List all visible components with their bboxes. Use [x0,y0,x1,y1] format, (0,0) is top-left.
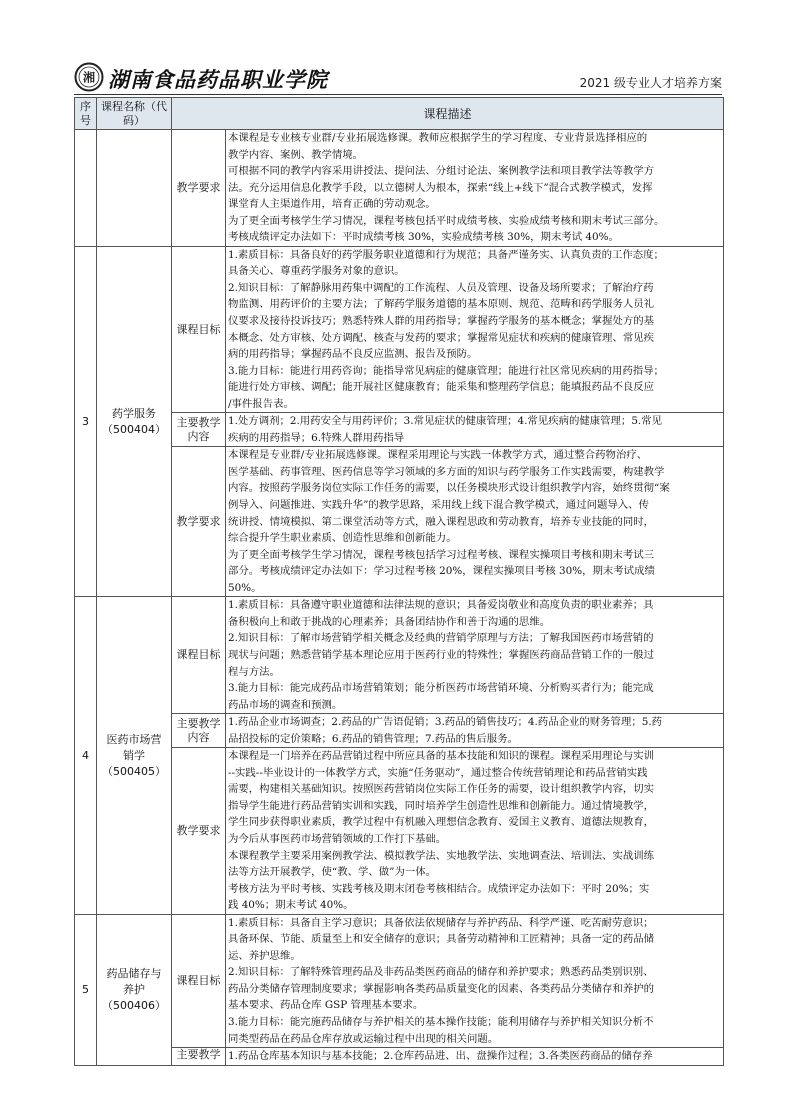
row-index [75,130,97,247]
table-row [75,914,724,1047]
table-row [75,130,724,247]
section-label: 教学要求 [172,130,226,247]
table-row [75,714,724,748]
section-content: 1.药品仓库基本知识与基本技能；2.仓库药品进、出、盘操作过程；3.各类医药商品的储存养 [226,1048,724,1066]
row-index: 3 [75,246,97,596]
section-label: 主要教学内容 [172,714,226,748]
page-header [74,62,722,92]
table-row [75,447,724,597]
row-index: 5 [75,914,97,1065]
section-content: 1.素质目标：具备良好的药学服务职业道德和行为规范；具备严谨务实、认真负责的工作态度； 具备关心、尊重药学服务对象的意识。 2.知识目标：了解静脉用药集中调配的工作流程、人员及管理、设备及场所要求；了解治疗药 物监测、用药评价的主要方法；了解药学服务道德的基本原则、规范、范畴和药学服务人员礼 仪要求及接待投诉技巧；熟悉特殊人群的用药指导；掌握药学服务的基本概念；掌握处方的基 本概念、处方审核、处方调配、核查与发药的要求；掌握常见症状和疾病的健康管理、常见疾 病的用药指导；掌握药品不良反应监测、报告及预防。 3.能力目标：能进行用药咨询；能指导常见病症的健康管理；能进行社区常见疾病的用药指导； 能进行处方审核、调配；能开展社区健康教育；能采集和整理药学信息；能填报药品不良反应 /事件报告表。 [226,246,724,412]
logo-text: 湘 [82,70,96,85]
section-content: 1.素质目标：具备自主学习意识；具备依法依规储存与养护药品、科学严谨、吃苦耐劳意识； 具备环保、节能、质量至上和安全储存的意识；具备劳动精神和工匠精神；具备一定的药品储 运、养护思维。 2.知识目标：了解特殊管理药品及非药品类医药商品的储存和养护要求；熟悉药品类别识别、 药品分类储存管理制度要求；掌握影响各类药品质量变化的因素、各类药品分类储存和养护的 基本要求、药品仓库 GSP 管理基本要求。 3.能力目标：能完施药品储存与养护相关的基本操作技能；能利用储存与养护相关知识分析不 同类型药品在药品仓库存放或运输过程中出现的相关问题。 [226,914,724,1047]
school-name: 湖南食品药品职业学院 [108,67,328,92]
section-label: 主要教学 [172,1048,226,1066]
section-label: 教学要求 [172,447,226,597]
row-course-name [97,246,172,596]
section-label: 课程目标 [172,914,226,1047]
header-course-name: 课程名称（代码） [97,98,172,130]
table-row [75,246,724,412]
section-content: 1.药品企业市场调查；2.药品的广告语促销；3.药品的销售技巧；4.药品企业的财务管理；5.药 品招投标的定价策略；6.药品的销售管理；7.药品的售后服务。 [226,714,724,748]
section-label: 课程目标 [172,597,226,714]
section-label: 教学要求 [172,748,226,914]
row-index: 4 [75,597,97,914]
table-row [75,1048,724,1066]
course-table [74,97,724,1066]
section-content: 1.处方调剂；2.用药安全与用药评价；3.常见症状的健康管理；4.常见疾病的健康管理；5.常见 疾病的用药指导；6.特殊人群用药指导 [226,413,724,447]
table-row [75,413,724,447]
course-code: （500405） [102,764,166,778]
school-logo [74,62,104,92]
document-title: 2021 级专业人才培养方案 [579,76,722,90]
header-index: 序号 [75,98,97,130]
header-divider [74,94,722,95]
section-content: 本课程是一门培养在药品营销过程中所应具备的基本技能和知识的课程。课程采用理论与实训 --实践--毕业设计的一体教学方式，实施“任务驱动”，通过整合传统营销理论和药品营销实践 需要，构建相关基础知识。按照医药营销岗位实际工作任务的需要，设计组织教学内容，切实 指导学生能进行药品营销实训和实践，同时培养学生创造性思维和创新能力。通过情境教学， 学生同步获得职业素质，教学过程中有机融入理想信念教育、爱国主义教育、道德法规教育， 为今后从事医药市场营销领域的工作打下基础。 本课程教学主要采用案例教学法、模拟教学法、实地教学法、实地调查法、培训法、实战训练 法等方法开展教学，使“教、学、做”为一体。 考核方法为平时考核、实践考核及期末闭卷考核相结合。成绩评定办法如下：平时 20%；实 践 40%；期末考试 40%。 [226,748,724,914]
row-course-name [97,597,172,914]
table-header-row [75,98,724,130]
row-course-name [97,130,172,247]
section-content: 本课程是专业群/专业拓展选修课。课程采用理论与实践一体教学方式，通过整合药物治疗、 医学基础、药事管理、医药信息等学习领域的多方面的知识与药学服务工作实践需要，构建教学 内容。按照药学服务岗位实际工作任务的需要，以任务模块形式设计组织教学内容，始终贯彻“案 例导入、问题推进、实践升华”的教学思路，采用线上线下混合教学模式，通过问题导入、传 统讲授、情境模拟、第二课堂活动等方式，融入课程思政和劳动教育，培养专业技能的同时， 综合提升学生职业素质、创造性思维和创新能力。 为了更全面考核学生学习情况，课程考核包括学习过程考核、课程实操项目考核和期末考试三 部分。考核成绩评定办法如下：学习过程考核 20%，课程实操项目考核 30%，期末考试成绩 50%。 [226,447,724,597]
table-row [75,748,724,914]
section-content: 本课程是专业核专业群/专业拓展选修课。教师应根据学生的学习程度、专业背景选择相应的 教学内容、案例、教学情境。 可根据不同的教学内容采用讲授法、提问法、分组讨论法、案例教学法和项目教学法等教学方 法。充分运用信息化教学手段，以立德树人为根本，探索“线上+线下”混合式教学模式，发挥 课堂育人主渠道作用，培育正确的劳动观念。 为了更全面考核学生学习情况，课程考核包括平时成绩考核、实验成绩考核和期末考试三部分。 考核成绩评定办法如下：平时成绩考核 30%，实验成绩考核 30%，期末考试 40%。 [226,130,724,247]
section-label: 课程目标 [172,246,226,412]
section-content: 1.素质目标：具备遵守职业道德和法律法规的意识；具备爱岗敬业和高度负责的职业素养；具 备积极向上和敢于挑战的心理素养；具备团结协作和善于沟通的思维。 2.知识目标：了解市场营销学相关概念及经典的营销学原理与方法；了解我国医药市场营销的 现状与问题；熟悉营销学基本理论应用于医药行业的特殊性；掌握医药商品营销工作的一般过 程与方法。 3.能力目标：能完成药品市场营销策划；能分析医药市场营销环境、分析购买者行为；能完成 药品市场的调查和预测。 [226,597,724,714]
course-code: （500404） [102,422,166,436]
header-description: 课程描述 [172,98,724,130]
course-code: （500406） [102,998,166,1012]
course-name: 药品储存与养护 [106,966,162,996]
course-name: 医药市场营销学 [106,732,162,762]
section-label: 主要教学内容 [172,413,226,447]
table-row [75,597,724,714]
course-name: 药学服务 [112,406,156,420]
row-course-name [97,914,172,1065]
